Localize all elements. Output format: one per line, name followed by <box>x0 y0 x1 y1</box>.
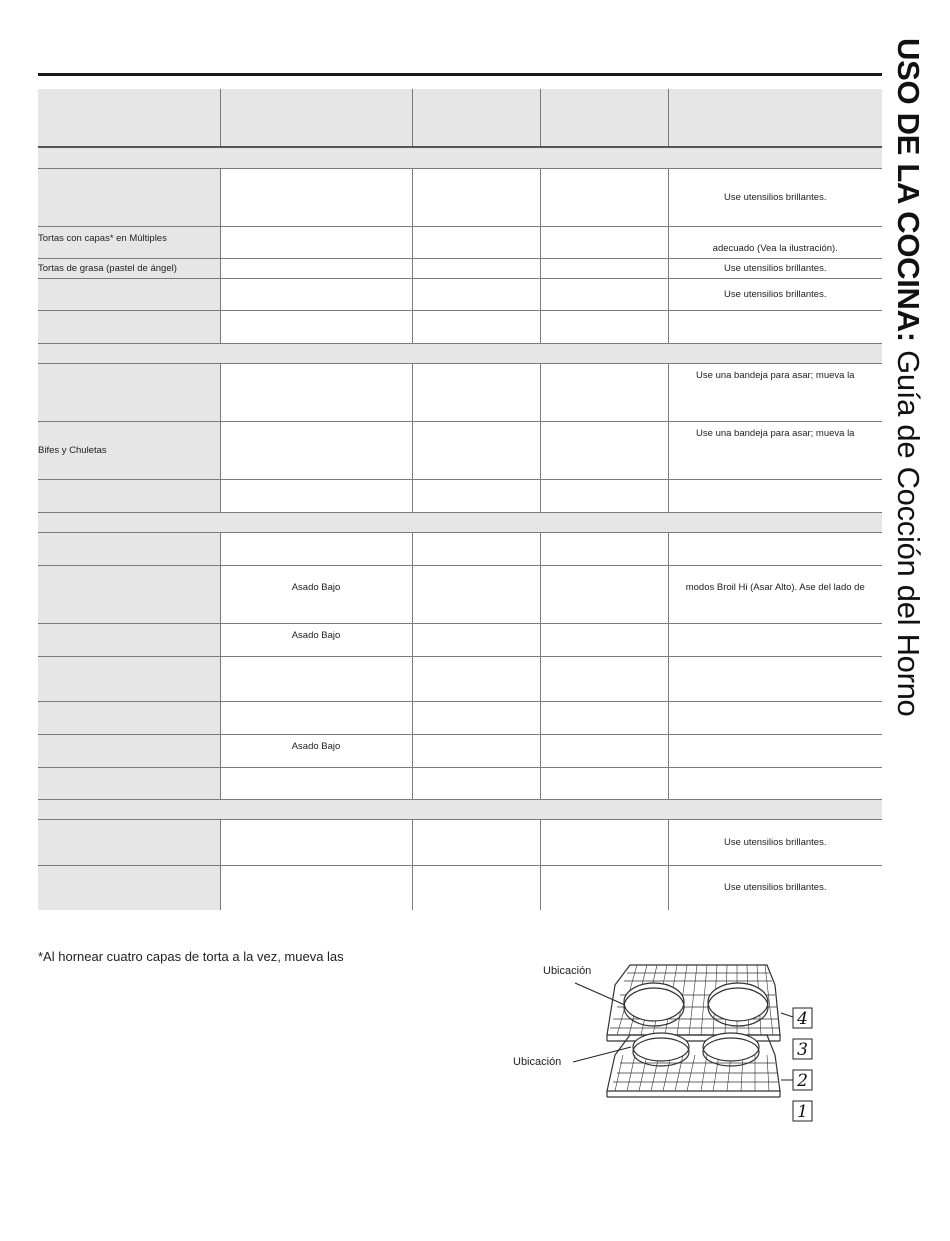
top-rule <box>38 73 882 76</box>
footnote: *Al hornear cuatro capas de torta a la vez, mueva las <box>38 949 344 964</box>
lower-pans <box>633 1033 759 1066</box>
table-row <box>38 701 882 734</box>
location-label-lower: Ubicación <box>513 1056 562 1068</box>
table-row <box>38 226 882 258</box>
table-row <box>38 363 882 421</box>
table-row <box>38 565 882 623</box>
header-cell <box>540 89 668 147</box>
note-cell: Use utensilios brillantes. <box>668 865 882 910</box>
food-label: Tortas con capas* en Múltiples <box>38 226 220 258</box>
rack-number-4: 4 <box>797 1009 808 1029</box>
header-cell <box>220 89 412 147</box>
table-row <box>38 278 882 310</box>
table-row <box>38 865 882 910</box>
header-cell <box>668 89 882 147</box>
food-label: Tortas de grasa (pastel de ángel) <box>38 258 220 278</box>
rack-position-illustration <box>505 955 825 1135</box>
method-cell: Asado Bajo <box>220 565 412 623</box>
section-row <box>38 343 882 363</box>
note-cell: Use utensilios brillantes. <box>668 168 882 226</box>
note-cell: Use utensilios brillantes. <box>668 258 882 278</box>
note-cell: Use una bandeja para asar; mueva la <box>668 421 882 479</box>
section-row <box>38 512 882 532</box>
table-row <box>38 310 882 343</box>
table-row <box>38 656 882 701</box>
table-row <box>38 421 882 479</box>
table-row <box>38 734 882 767</box>
method-cell: Asado Bajo <box>220 734 412 767</box>
upper-pans <box>624 983 768 1026</box>
note-cell: adecuado (Vea la ilustración). <box>668 226 882 258</box>
table-row <box>38 532 882 565</box>
section-row <box>38 799 882 819</box>
table-row <box>38 819 882 865</box>
side-title-bold: USO DE LA COCINA: <box>891 38 926 342</box>
rack-number-3: 3 <box>797 1040 808 1060</box>
method-cell: Asado Bajo <box>220 623 412 656</box>
rack-number-2: 2 <box>797 1071 808 1091</box>
side-title-regular: Guía de Cocción del Horno <box>891 341 926 717</box>
table-row <box>38 479 882 512</box>
oven-racks-drawing <box>505 955 825 1135</box>
table-row <box>38 767 882 799</box>
food-label: Bifes y Chuletas <box>38 421 220 479</box>
cooking-guide-table <box>38 89 882 910</box>
note-cell: Use utensilios brillantes. <box>668 278 882 310</box>
table-row <box>38 258 882 278</box>
table-header-row <box>38 89 882 147</box>
note-cell: Use utensilios brillantes. <box>668 819 882 865</box>
rack-number-1: 1 <box>797 1102 808 1122</box>
header-cell <box>38 89 220 147</box>
location-label-upper: Ubicación <box>543 965 592 977</box>
section-side-title <box>888 38 928 718</box>
rack-ticks <box>781 1013 793 1080</box>
note-cell: modos Broil Hi (Asar Alto). Ase del lado de <box>668 565 882 623</box>
table-row <box>38 168 882 226</box>
note-cell: Use una bandeja para asar; mueva la <box>668 363 882 421</box>
header-cell <box>412 89 540 147</box>
section-row <box>38 147 882 168</box>
table-row <box>38 623 882 656</box>
